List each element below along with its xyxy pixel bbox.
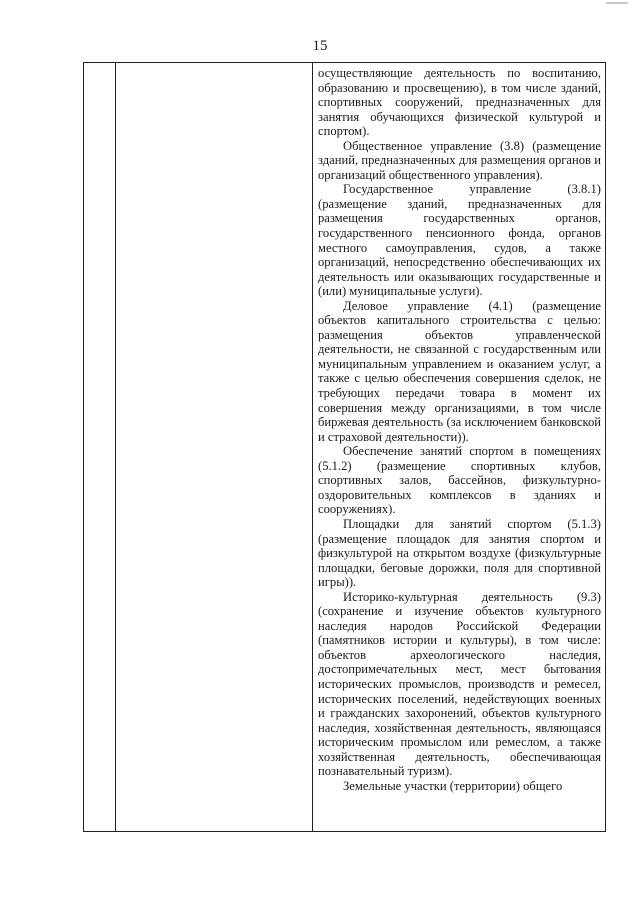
paragraph-public-administration: Общественное управление (3.8) (размещение зданий, предназначенных для размещения органов и организаций общественного управления). — [318, 138, 601, 182]
zoning-table — [83, 62, 606, 832]
table-cell-zone — [116, 63, 313, 832]
paragraph-business-administration: Деловое управление (4.1) (размещение объектов капитального строительства с целью: размещения объектов управленческой деятельности, не связанной с государственным или муниципальным управлением и оказанием услуг, а также с целью обеспечения совершения сделок, не требующих передачи товара в момент их совершения между организациями, в том числе биржевая деятельность (за исключением банковской и страховой деятельности)). — [318, 298, 601, 444]
paragraph-sports-grounds: Площадки для занятий спортом (5.1.3) (размещение площадок для занятия спортом и физкультурой на открытом воздухе (физкультурные площадки, беговые дорожки, поля для спортивной игры)). — [318, 516, 601, 590]
table-row — [84, 63, 606, 832]
page-number: 15 — [312, 38, 328, 54]
table-cell-number — [84, 63, 116, 832]
paragraph-indoor-sports: Обеспечение занятий спортом в помещениях (5.1.2) (размещение спортивных клубов, спортивных залов, бассейнов, физкультурно-оздоровительных комплексов в зданиях и сооружениях). — [318, 444, 601, 517]
table-cell-permitted-uses — [313, 63, 606, 832]
paragraph-education-continuation: осуществляющие деятельность по воспитанию, образованию и просвещению), в том числе зданий, спортивных сооружений, предназначенных для занятия обучающихся физической культурой и спортом). — [318, 66, 601, 139]
scan-edge-mark — [606, 2, 628, 4]
paragraph-historical-cultural-activity: Историко-культурная деятельность (9.3) (сохранение и изучение объектов культурного наследия народов Российской Федерации (памятников истории и культуры), в том числе: объектов археологического наследия, достопримечательных мест, мест бытования исторических промыслов, производств и ремесел, исторических поселений, недействующих военных и гражданских захоронений, объектов культурного наследия, хозяйственная деятельность, являющаяся историческим промыслом или ремеслом, а также хозяйственная деятельность, обеспечивающая познавательный туризм). — [318, 589, 601, 779]
paragraph-public-land-plots: Земельные участки (территории) общего — [343, 778, 563, 793]
paragraph-state-administration: Государственное управление (3.8.1) (размещение зданий, предназначенных для размещения государственных органов, государственного пенсионного фонда, органов местного самоуправления, судов, а также организаций, непосредственно обеспечивающих их деятельность или оказывающих государственные и (или) муниципальные услуги). — [318, 182, 601, 299]
